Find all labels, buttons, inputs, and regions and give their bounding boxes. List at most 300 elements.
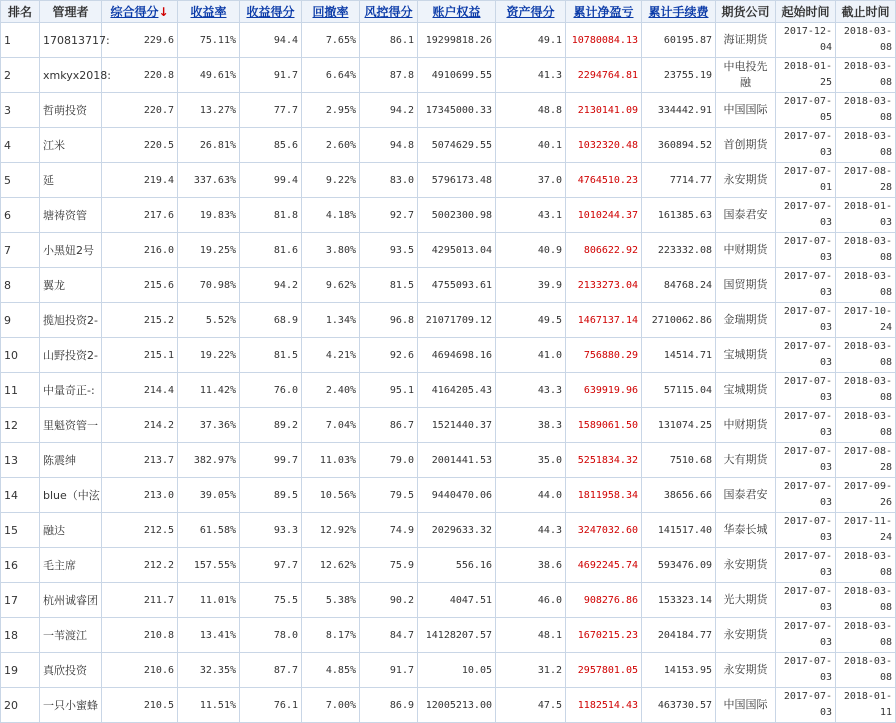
fees-cell: 161385.63 bbox=[642, 198, 716, 233]
end-date-part: 2017-11- bbox=[843, 516, 892, 527]
composite-score-cell: 212.5 bbox=[102, 513, 178, 548]
asset-score-cell: 40.1 bbox=[496, 128, 566, 163]
return-score-cell: 76.0 bbox=[240, 373, 302, 408]
fees-cell: 7714.77 bbox=[642, 163, 716, 198]
company-cell: 中财期货 bbox=[716, 408, 776, 443]
end-date-part: 2018-03- bbox=[843, 341, 892, 352]
asset-score-cell: 49.5 bbox=[496, 303, 566, 338]
return-score-cell: 94.4 bbox=[240, 23, 302, 58]
end-day-part: 08 bbox=[879, 147, 892, 158]
header-end-time: 截止时间 bbox=[836, 1, 896, 23]
start-day-part: 03 bbox=[819, 252, 832, 263]
manager-cell[interactable]: xmkyx2018: bbox=[40, 58, 102, 93]
net-profit-cell: 1467137.14 bbox=[566, 303, 642, 338]
rank-cell: 8 bbox=[1, 268, 40, 303]
start-time-cell bbox=[776, 618, 836, 653]
start-date-part: 2017-07- bbox=[783, 516, 832, 527]
composite-score-cell: 214.4 bbox=[102, 373, 178, 408]
return-rate-cell: 13.27% bbox=[178, 93, 240, 128]
return-rate-cell: 19.25% bbox=[178, 233, 240, 268]
equity-cell: 5074629.55 bbox=[418, 128, 496, 163]
start-time-cell bbox=[776, 373, 836, 408]
fees-cell: 204184.77 bbox=[642, 618, 716, 653]
rank-cell: 12 bbox=[1, 408, 40, 443]
end-date-part: 2018-03- bbox=[843, 376, 892, 387]
start-date-part: 2017-07- bbox=[783, 376, 832, 387]
manager-cell[interactable]: 里魁资管一 bbox=[40, 408, 102, 443]
table-row bbox=[1, 58, 896, 93]
table-row bbox=[1, 128, 896, 163]
return-rate-cell: 61.58% bbox=[178, 513, 240, 548]
end-day-part: 08 bbox=[879, 77, 892, 88]
risk-score-cell: 90.2 bbox=[360, 583, 418, 618]
start-day-part: 03 bbox=[819, 672, 832, 683]
manager-cell[interactable]: 翼龙 bbox=[40, 268, 102, 303]
end-time-cell bbox=[836, 373, 896, 408]
end-time-cell bbox=[836, 548, 896, 583]
start-time-cell bbox=[776, 653, 836, 688]
end-time-cell bbox=[836, 408, 896, 443]
rank-cell: 1 bbox=[1, 23, 40, 58]
risk-score-cell: 87.8 bbox=[360, 58, 418, 93]
sort-composite-score-link[interactable]: 综合得分 bbox=[110, 5, 159, 19]
table-row bbox=[1, 338, 896, 373]
end-date-part: 2017-09- bbox=[843, 481, 892, 492]
return-score-cell: 87.7 bbox=[240, 653, 302, 688]
table-row bbox=[1, 373, 896, 408]
end-date-part: 2018-03- bbox=[843, 61, 892, 72]
fees-cell: 2710062.86 bbox=[642, 303, 716, 338]
equity-cell: 2029633.32 bbox=[418, 513, 496, 548]
start-time-cell bbox=[776, 513, 836, 548]
composite-score-cell: 210.6 bbox=[102, 653, 178, 688]
header-risk-score[interactable] bbox=[360, 1, 418, 23]
sort-desc-arrow-icon: ↓ bbox=[158, 5, 169, 19]
equity-cell: 4755093.61 bbox=[418, 268, 496, 303]
header-equity[interactable] bbox=[418, 1, 496, 23]
composite-score-cell: 217.6 bbox=[102, 198, 178, 233]
header-start-time: 起始时间 bbox=[776, 1, 836, 23]
return-score-cell: 78.0 bbox=[240, 618, 302, 653]
composite-score-cell: 215.1 bbox=[102, 338, 178, 373]
table-row bbox=[1, 198, 896, 233]
fees-cell: 131074.25 bbox=[642, 408, 716, 443]
risk-score-cell: 74.9 bbox=[360, 513, 418, 548]
return-rate-cell: 19.83% bbox=[178, 198, 240, 233]
start-date-part: 2017-07- bbox=[783, 166, 832, 177]
start-date-part: 2017-07- bbox=[783, 96, 832, 107]
end-day-part: 28 bbox=[879, 462, 892, 473]
return-score-cell: 94.2 bbox=[240, 268, 302, 303]
end-time-cell bbox=[836, 128, 896, 163]
company-cell: 光大期货 bbox=[716, 583, 776, 618]
fees-cell: 38656.66 bbox=[642, 478, 716, 513]
sort-asset-score-link[interactable]: 资产得分 bbox=[506, 5, 555, 19]
manager-cell[interactable]: 杭州诚睿团 bbox=[40, 583, 102, 618]
fees-cell: 57115.04 bbox=[642, 373, 716, 408]
sort-net-profit-link[interactable]: 累计净盈亏 bbox=[573, 5, 634, 19]
risk-score-cell: 94.8 bbox=[360, 128, 418, 163]
rank-cell: 7 bbox=[1, 233, 40, 268]
end-time-cell bbox=[836, 93, 896, 128]
manager-cell[interactable]: 揽旭投资2- bbox=[40, 303, 102, 338]
manager-cell[interactable]: 陈震绅 bbox=[40, 443, 102, 478]
asset-score-cell: 41.0 bbox=[496, 338, 566, 373]
return-rate-cell: 39.05% bbox=[178, 478, 240, 513]
table-row bbox=[1, 23, 896, 58]
rank-cell: 15 bbox=[1, 513, 40, 548]
return-score-cell: 75.5 bbox=[240, 583, 302, 618]
ranking-body bbox=[1, 23, 896, 723]
table-row bbox=[1, 163, 896, 198]
return-rate-cell: 37.36% bbox=[178, 408, 240, 443]
start-time-cell bbox=[776, 443, 836, 478]
start-day-part: 03 bbox=[819, 637, 832, 648]
return-score-cell: 89.2 bbox=[240, 408, 302, 443]
return-rate-cell: 75.11% bbox=[178, 23, 240, 58]
manager-cell[interactable]: 延 bbox=[40, 163, 102, 198]
net-profit-cell: 1811958.34 bbox=[566, 478, 642, 513]
equity-cell: 2001441.53 bbox=[418, 443, 496, 478]
equity-cell: 1521440.37 bbox=[418, 408, 496, 443]
fees-cell: 14153.95 bbox=[642, 653, 716, 688]
return-score-cell: 68.9 bbox=[240, 303, 302, 338]
start-time-cell bbox=[776, 58, 836, 93]
risk-score-cell: 86.7 bbox=[360, 408, 418, 443]
equity-cell: 14128207.57 bbox=[418, 618, 496, 653]
table-row bbox=[1, 303, 896, 338]
start-time-cell bbox=[776, 478, 836, 513]
start-time-cell bbox=[776, 303, 836, 338]
company-cell: 海证期货 bbox=[716, 23, 776, 58]
end-day-part: 08 bbox=[879, 42, 892, 53]
header-drawdown[interactable] bbox=[302, 1, 360, 23]
start-date-part: 2017-07- bbox=[783, 131, 832, 142]
end-day-part: 03 bbox=[879, 217, 892, 228]
table-row bbox=[1, 268, 896, 303]
net-profit-cell: 4764510.23 bbox=[566, 163, 642, 198]
header-company: 期货公司 bbox=[716, 1, 776, 23]
header-row bbox=[1, 1, 896, 23]
return-rate-cell: 11.51% bbox=[178, 688, 240, 723]
end-time-cell bbox=[836, 303, 896, 338]
rank-cell: 18 bbox=[1, 618, 40, 653]
end-time-cell bbox=[836, 688, 896, 723]
asset-score-cell: 48.8 bbox=[496, 93, 566, 128]
manager-cell[interactable]: 融达 bbox=[40, 513, 102, 548]
net-profit-cell: 639919.96 bbox=[566, 373, 642, 408]
table-row bbox=[1, 548, 896, 583]
header-fees[interactable] bbox=[642, 1, 716, 23]
net-profit-cell: 2130141.09 bbox=[566, 93, 642, 128]
table-row bbox=[1, 653, 896, 688]
return-rate-cell: 70.98% bbox=[178, 268, 240, 303]
manager-cell[interactable]: 山野投资2- bbox=[40, 338, 102, 373]
net-profit-cell: 10780084.13 bbox=[566, 23, 642, 58]
start-time-cell bbox=[776, 233, 836, 268]
start-date-part: 2017-07- bbox=[783, 551, 832, 562]
end-day-part: 08 bbox=[879, 637, 892, 648]
start-day-part: 03 bbox=[819, 287, 832, 298]
return-score-cell: 97.7 bbox=[240, 548, 302, 583]
end-day-part: 08 bbox=[879, 252, 892, 263]
return-score-cell: 81.8 bbox=[240, 198, 302, 233]
rank-cell: 6 bbox=[1, 198, 40, 233]
end-day-part: 28 bbox=[879, 182, 892, 193]
risk-score-cell: 79.0 bbox=[360, 443, 418, 478]
start-date-part: 2017-07- bbox=[783, 411, 832, 422]
composite-score-cell: 219.4 bbox=[102, 163, 178, 198]
asset-score-cell: 46.0 bbox=[496, 583, 566, 618]
fees-cell: 84768.24 bbox=[642, 268, 716, 303]
asset-score-cell: 40.9 bbox=[496, 233, 566, 268]
return-rate-cell: 5.52% bbox=[178, 303, 240, 338]
equity-cell: 4694698.16 bbox=[418, 338, 496, 373]
drawdown-cell: 9.22% bbox=[302, 163, 360, 198]
drawdown-cell: 3.80% bbox=[302, 233, 360, 268]
risk-score-cell: 94.2 bbox=[360, 93, 418, 128]
start-day-part: 03 bbox=[819, 147, 832, 158]
company-cell: 国泰君安 bbox=[716, 198, 776, 233]
header-asset-score[interactable] bbox=[496, 1, 566, 23]
header-composite-score[interactable] bbox=[102, 1, 178, 23]
start-time-cell bbox=[776, 548, 836, 583]
composite-score-cell: 214.2 bbox=[102, 408, 178, 443]
rank-cell: 19 bbox=[1, 653, 40, 688]
drawdown-cell: 9.62% bbox=[302, 268, 360, 303]
manager-cell[interactable]: 江米 bbox=[40, 128, 102, 163]
start-day-part: 03 bbox=[819, 322, 832, 333]
risk-score-cell: 92.6 bbox=[360, 338, 418, 373]
fees-cell: 223332.08 bbox=[642, 233, 716, 268]
risk-score-cell: 95.1 bbox=[360, 373, 418, 408]
manager-cell[interactable]: 一只小蜜蜂 bbox=[40, 688, 102, 723]
table-row bbox=[1, 513, 896, 548]
end-date-part: 2018-03- bbox=[843, 411, 892, 422]
net-profit-cell: 3247032.60 bbox=[566, 513, 642, 548]
equity-cell: 12005213.00 bbox=[418, 688, 496, 723]
table-row bbox=[1, 478, 896, 513]
asset-score-cell: 49.1 bbox=[496, 23, 566, 58]
company-cell: 大有期货 bbox=[716, 443, 776, 478]
rank-cell: 13 bbox=[1, 443, 40, 478]
drawdown-cell: 7.04% bbox=[302, 408, 360, 443]
end-time-cell bbox=[836, 653, 896, 688]
end-day-part: 08 bbox=[879, 287, 892, 298]
net-profit-cell: 756880.29 bbox=[566, 338, 642, 373]
net-profit-cell: 1182514.43 bbox=[566, 688, 642, 723]
start-date-part: 2017-07- bbox=[783, 271, 832, 282]
return-rate-cell: 49.61% bbox=[178, 58, 240, 93]
drawdown-cell: 4.85% bbox=[302, 653, 360, 688]
rank-cell: 20 bbox=[1, 688, 40, 723]
start-date-part: 2017-07- bbox=[783, 236, 832, 247]
drawdown-cell: 5.38% bbox=[302, 583, 360, 618]
net-profit-cell: 2294764.81 bbox=[566, 58, 642, 93]
return-score-cell: 91.7 bbox=[240, 58, 302, 93]
end-date-part: 2018-03- bbox=[843, 26, 892, 37]
risk-score-cell: 86.1 bbox=[360, 23, 418, 58]
end-day-part: 24 bbox=[879, 322, 892, 333]
end-date-part: 2018-03- bbox=[843, 551, 892, 562]
net-profit-cell: 1010244.37 bbox=[566, 198, 642, 233]
return-rate-cell: 26.81% bbox=[178, 128, 240, 163]
composite-score-cell: 215.2 bbox=[102, 303, 178, 338]
manager-cell[interactable]: 小黑妞2号 bbox=[40, 233, 102, 268]
header-manager: 管理者 bbox=[40, 1, 102, 23]
asset-score-cell: 47.5 bbox=[496, 688, 566, 723]
company-cell: 金瑞期货 bbox=[716, 303, 776, 338]
company-cell: 中国国际 bbox=[716, 688, 776, 723]
risk-score-cell: 75.9 bbox=[360, 548, 418, 583]
rank-cell: 16 bbox=[1, 548, 40, 583]
fees-cell: 60195.87 bbox=[642, 23, 716, 58]
return-rate-cell: 11.01% bbox=[178, 583, 240, 618]
drawdown-cell: 7.00% bbox=[302, 688, 360, 723]
asset-score-cell: 41.3 bbox=[496, 58, 566, 93]
fees-cell: 153323.14 bbox=[642, 583, 716, 618]
end-date-part: 2018-03- bbox=[843, 621, 892, 632]
end-day-part: 26 bbox=[879, 497, 892, 508]
table-row bbox=[1, 408, 896, 443]
return-score-cell: 99.7 bbox=[240, 443, 302, 478]
end-time-cell bbox=[836, 513, 896, 548]
manager-cell[interactable]: 一苇渡江 bbox=[40, 618, 102, 653]
return-score-cell: 99.4 bbox=[240, 163, 302, 198]
composite-score-cell: 229.6 bbox=[102, 23, 178, 58]
end-day-part: 08 bbox=[879, 602, 892, 613]
start-date-part: 2017-07- bbox=[783, 691, 832, 702]
company-cell: 中电投先融 bbox=[716, 58, 776, 93]
drawdown-cell: 8.17% bbox=[302, 618, 360, 653]
composite-score-cell: 220.8 bbox=[102, 58, 178, 93]
risk-score-cell: 86.9 bbox=[360, 688, 418, 723]
manager-cell[interactable]: blue（中泫 bbox=[40, 478, 102, 513]
fees-cell: 23755.19 bbox=[642, 58, 716, 93]
header-return-score[interactable] bbox=[240, 1, 302, 23]
table-row bbox=[1, 618, 896, 653]
manager-cell[interactable]: 塘祷资管 bbox=[40, 198, 102, 233]
rank-cell: 9 bbox=[1, 303, 40, 338]
end-date-part: 2018-03- bbox=[843, 96, 892, 107]
rank-cell: 17 bbox=[1, 583, 40, 618]
start-date-part: 2018-01- bbox=[783, 61, 832, 72]
composite-score-cell: 213.7 bbox=[102, 443, 178, 478]
end-date-part: 2017-08- bbox=[843, 166, 892, 177]
equity-cell: 556.16 bbox=[418, 548, 496, 583]
start-day-part: 03 bbox=[819, 427, 832, 438]
sort-equity-link[interactable]: 账户权益 bbox=[432, 5, 481, 19]
return-score-cell: 81.5 bbox=[240, 338, 302, 373]
start-day-part: 05 bbox=[819, 112, 832, 123]
end-day-part: 08 bbox=[879, 672, 892, 683]
start-date-part: 2017-07- bbox=[783, 481, 832, 492]
equity-cell: 21071709.12 bbox=[418, 303, 496, 338]
rank-cell: 3 bbox=[1, 93, 40, 128]
header-rank: 排名 bbox=[1, 1, 40, 23]
end-date-part: 2018-03- bbox=[843, 656, 892, 667]
table-row bbox=[1, 688, 896, 723]
sort-fees-link[interactable]: 累计手续费 bbox=[648, 5, 709, 19]
equity-cell: 4295013.04 bbox=[418, 233, 496, 268]
equity-cell: 10.05 bbox=[418, 653, 496, 688]
manager-cell[interactable]: 毛主席 bbox=[40, 548, 102, 583]
company-cell: 宝城期货 bbox=[716, 338, 776, 373]
net-profit-cell: 4692245.74 bbox=[566, 548, 642, 583]
end-day-part: 08 bbox=[879, 357, 892, 368]
composite-score-cell: 210.8 bbox=[102, 618, 178, 653]
equity-cell: 4164205.43 bbox=[418, 373, 496, 408]
header-net-profit[interactable] bbox=[566, 1, 642, 23]
company-cell: 宝城期货 bbox=[716, 373, 776, 408]
end-time-cell bbox=[836, 23, 896, 58]
risk-score-cell: 96.8 bbox=[360, 303, 418, 338]
drawdown-cell: 11.03% bbox=[302, 443, 360, 478]
composite-score-cell: 210.5 bbox=[102, 688, 178, 723]
end-day-part: 08 bbox=[879, 112, 892, 123]
manager-cell[interactable]: 中量奇正-: bbox=[40, 373, 102, 408]
company-cell: 永安期货 bbox=[716, 163, 776, 198]
start-day-part: 01 bbox=[819, 182, 832, 193]
start-day-part: 03 bbox=[819, 707, 832, 718]
start-day-part: 03 bbox=[819, 602, 832, 613]
drawdown-cell: 4.18% bbox=[302, 198, 360, 233]
composite-score-cell: 211.7 bbox=[102, 583, 178, 618]
composite-score-cell: 220.7 bbox=[102, 93, 178, 128]
sort-risk-score-link[interactable]: 风控得分 bbox=[364, 5, 413, 19]
fees-cell: 593476.09 bbox=[642, 548, 716, 583]
manager-cell[interactable]: 哲萌投资 bbox=[40, 93, 102, 128]
end-time-cell bbox=[836, 338, 896, 373]
drawdown-cell: 1.34% bbox=[302, 303, 360, 338]
end-day-part: 24 bbox=[879, 532, 892, 543]
equity-cell: 9440470.06 bbox=[418, 478, 496, 513]
rank-cell: 10 bbox=[1, 338, 40, 373]
asset-score-cell: 39.9 bbox=[496, 268, 566, 303]
start-day-part: 03 bbox=[819, 567, 832, 578]
sort-return-rate-link[interactable]: 收益率 bbox=[190, 5, 227, 19]
manager-cell[interactable]: 真欣投资 bbox=[40, 653, 102, 688]
asset-score-cell: 38.6 bbox=[496, 548, 566, 583]
return-score-cell: 76.1 bbox=[240, 688, 302, 723]
end-time-cell bbox=[836, 163, 896, 198]
end-time-cell bbox=[836, 198, 896, 233]
net-profit-cell: 1589061.50 bbox=[566, 408, 642, 443]
asset-score-cell: 31.2 bbox=[496, 653, 566, 688]
asset-score-cell: 48.1 bbox=[496, 618, 566, 653]
manager-cell[interactable]: 170813717: bbox=[40, 23, 102, 58]
end-date-part: 2018-01- bbox=[843, 691, 892, 702]
net-profit-cell: 1032320.48 bbox=[566, 128, 642, 163]
sort-return-score-link[interactable]: 收益得分 bbox=[246, 5, 295, 19]
fees-cell: 360894.52 bbox=[642, 128, 716, 163]
header-return-rate[interactable] bbox=[178, 1, 240, 23]
return-rate-cell: 382.97% bbox=[178, 443, 240, 478]
drawdown-cell: 2.60% bbox=[302, 128, 360, 163]
start-time-cell bbox=[776, 688, 836, 723]
start-time-cell bbox=[776, 23, 836, 58]
net-profit-cell: 908276.86 bbox=[566, 583, 642, 618]
table-row bbox=[1, 233, 896, 268]
end-time-cell bbox=[836, 443, 896, 478]
return-rate-cell: 13.41% bbox=[178, 618, 240, 653]
return-score-cell: 81.6 bbox=[240, 233, 302, 268]
start-time-cell bbox=[776, 338, 836, 373]
company-cell: 永安期货 bbox=[716, 618, 776, 653]
sort-drawdown-link[interactable]: 回撤率 bbox=[312, 5, 349, 19]
drawdown-cell: 4.21% bbox=[302, 338, 360, 373]
risk-score-cell: 79.5 bbox=[360, 478, 418, 513]
